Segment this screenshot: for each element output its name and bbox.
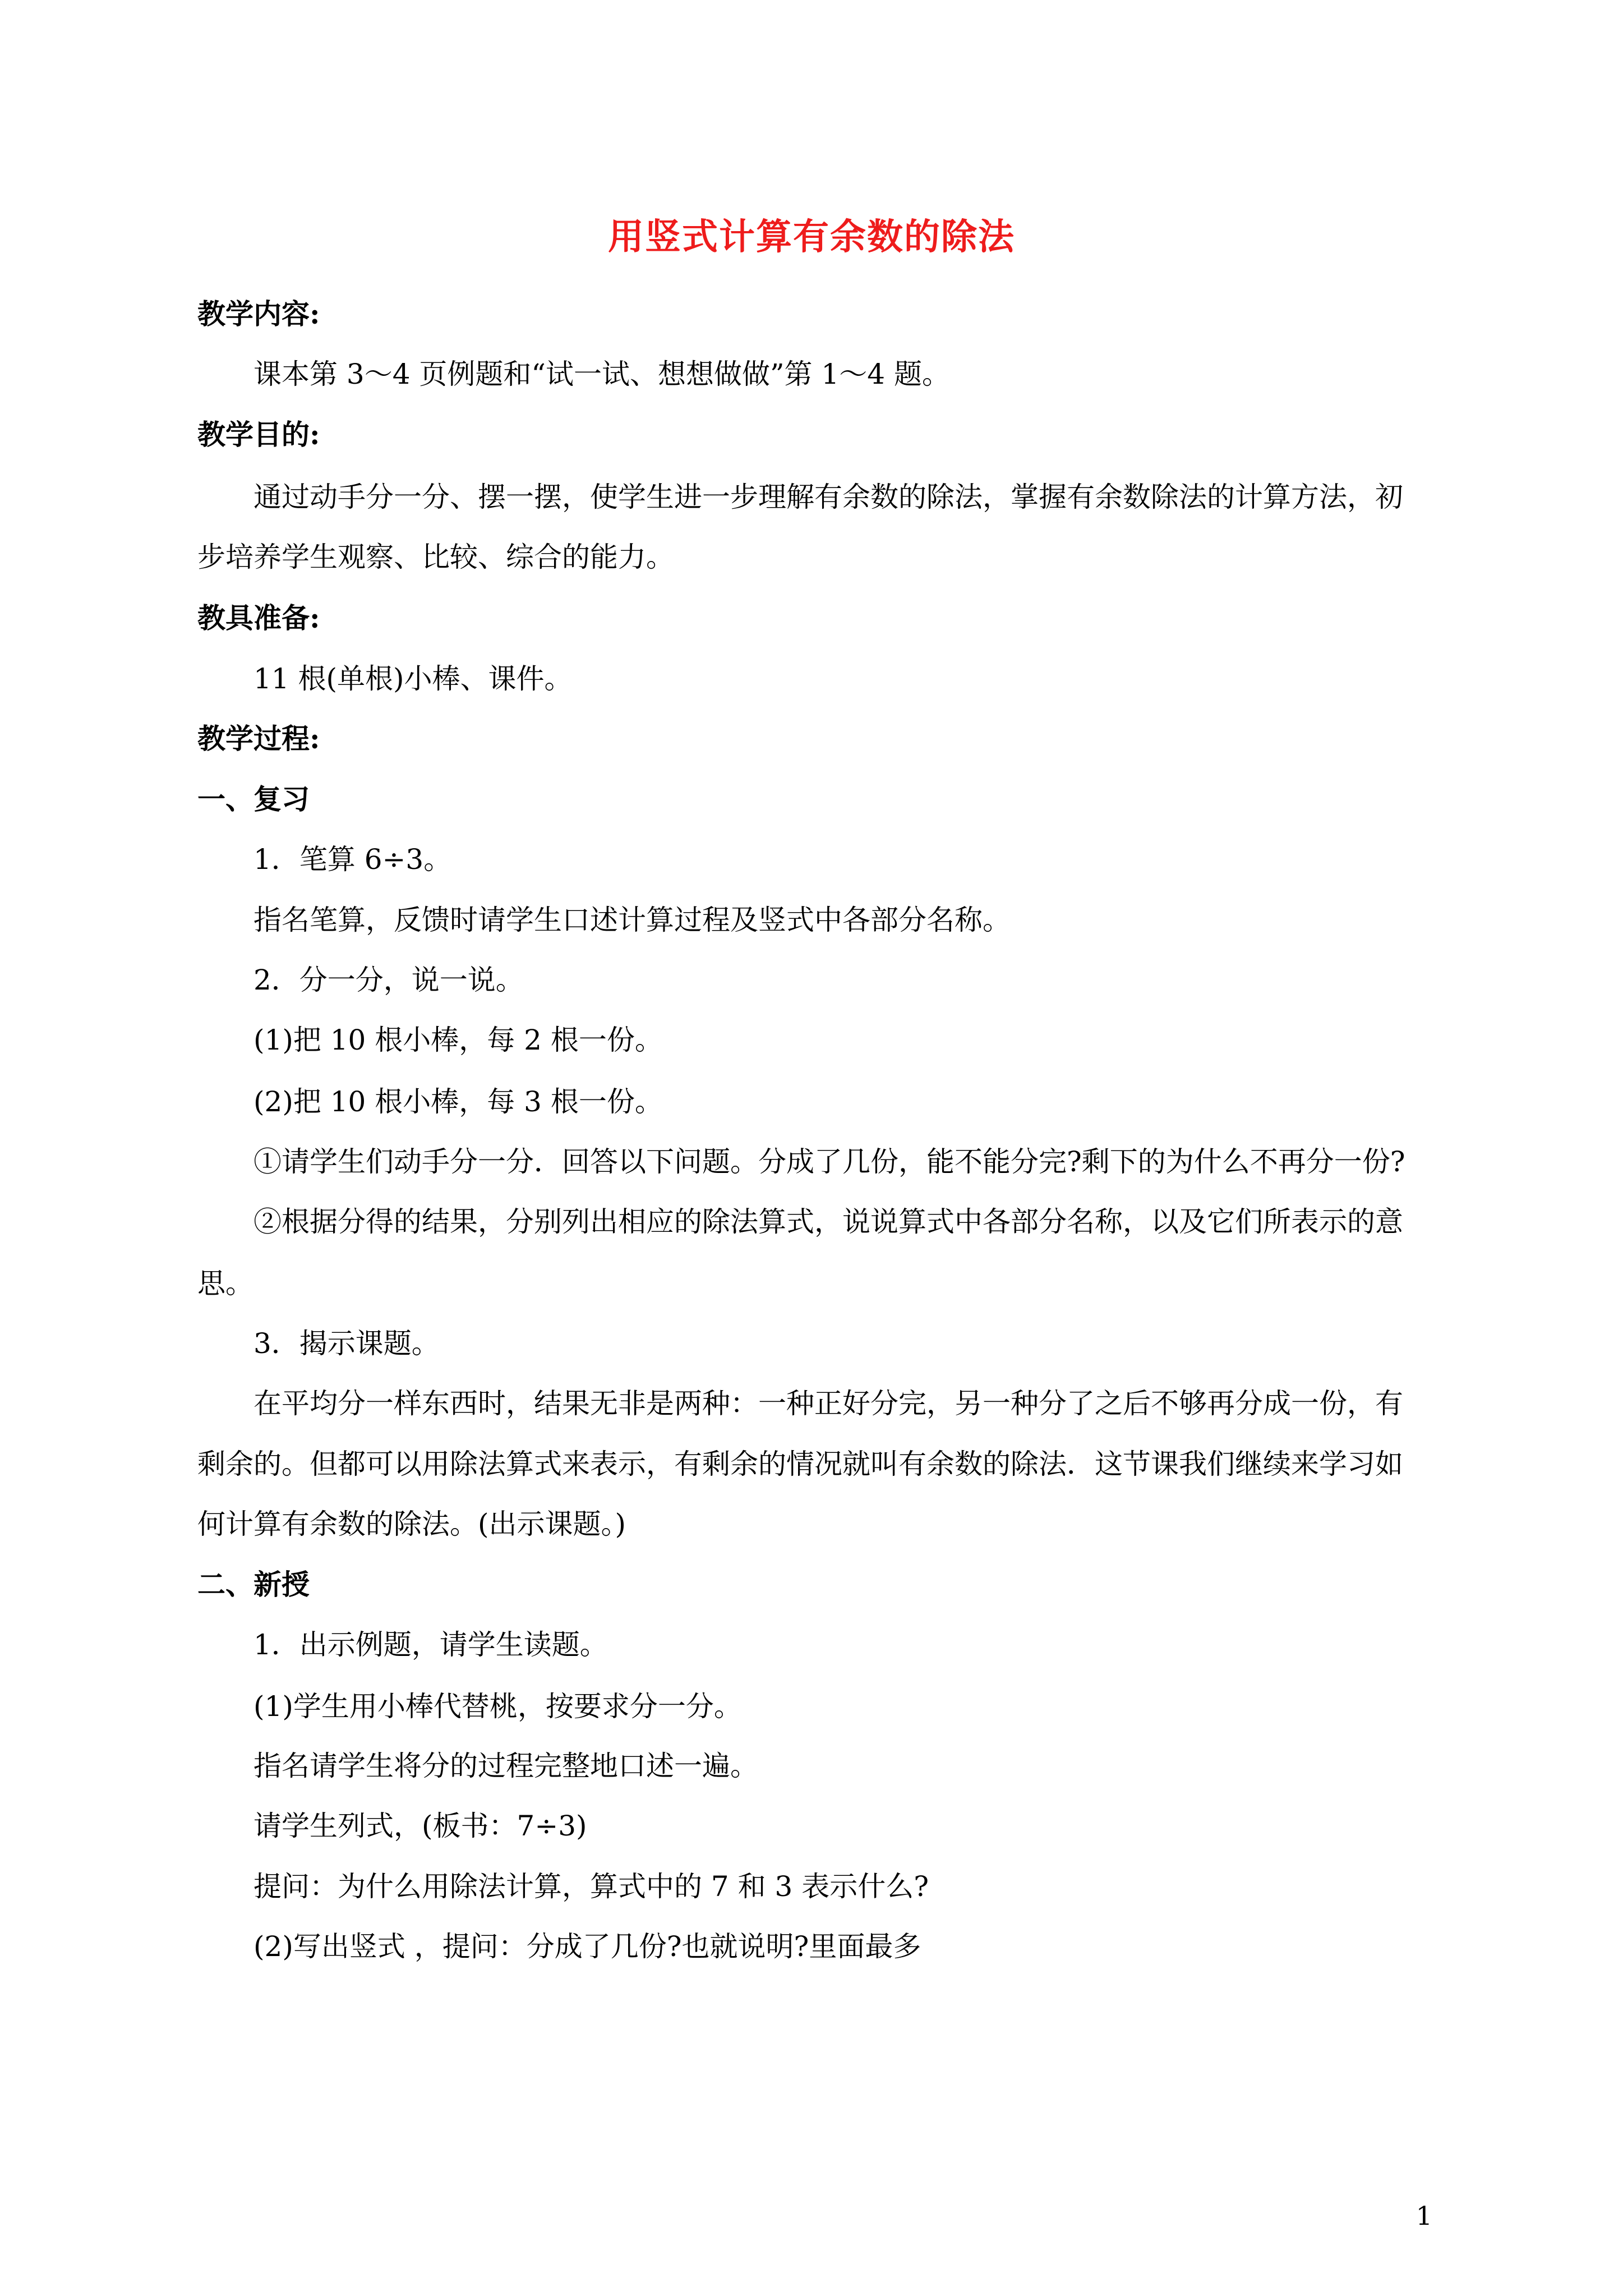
paragraph-line: (2)把 10 根小棒，每 3 根一份。 — [253, 1085, 663, 1118]
paragraph-line: (1)学生用小棒代替桃，按要求分一分。 — [253, 1690, 742, 1723]
paragraph-line: 通过动手分一分、摆一摆，使学生进一步理解有余数的除法，掌握有余数除法的计算方法，初 — [253, 481, 1403, 513]
paragraph-line: ②根据分得的结果，分别列出相应的除法算式，说说算式中各部分名称，以及它们所表示的意 — [253, 1205, 1403, 1238]
section-heading: 教学内容: — [197, 297, 320, 330]
paragraph-line: 思。 — [197, 1267, 253, 1300]
section-heading: 二、新授 — [197, 1568, 310, 1601]
paragraph-line: 请学生列式，(板书：7÷3) — [253, 1810, 587, 1842]
paragraph-line: 1．笔算 6÷3。 — [253, 843, 452, 876]
page-number: 1 — [1415, 2201, 1432, 2231]
section-heading: 教具准备: — [197, 601, 320, 634]
paragraph-line: 剩余的。但都可以用除法算式来表示，有剩余的情况就叫有余数的除法．这节课我们继续来学习如 — [197, 1448, 1403, 1480]
section-heading: 一、复习 — [197, 783, 310, 816]
paragraph-line: (2)写出竖式 ，提问：分成了几份?也就说明?里面最多 — [253, 1930, 921, 1963]
paragraph-line: 指名笔算，反馈时请学生口述计算过程及竖式中各部分名称。 — [253, 904, 1011, 936]
paragraph-line: 提问：为什么用除法计算，算式中的 7 和 3 表示什么? — [253, 1870, 929, 1903]
paragraph-line: 1．出示例题，请学生读题。 — [253, 1628, 608, 1661]
document-title: 用竖式计算有余数的除法 — [608, 216, 1015, 258]
paragraph-line: ①请学生们动手分一分．回答以下问题。分成了几份，能不能分完?剩下的为什么不再分一份? — [253, 1145, 1405, 1178]
paragraph-line: 步培养学生观察、比较、综合的能力。 — [197, 541, 674, 573]
paragraph-line: 2．分一分，说一说。 — [253, 964, 524, 996]
section-heading: 教学过程: — [197, 722, 320, 755]
paragraph-line: 在平均分一样东西时，结果无非是两种：一种正好分完，另一种分了之后不够再分成一份，有 — [253, 1387, 1403, 1420]
paragraph-line: 何计算有余数的除法。(出示课题。) — [197, 1508, 626, 1540]
paragraph-line: 课本第 3～4 页例题和“试一试、想想做做”第 1～4 题。 — [253, 358, 950, 390]
paragraph-line: 指名请学生将分的过程完整地口述一遍。 — [253, 1750, 758, 1782]
section-heading: 教学目的: — [197, 418, 320, 451]
paragraph-line: 11 根(单根)小棒、课件。 — [253, 662, 573, 695]
paragraph-line: (1)把 10 根小棒，每 2 根一份。 — [253, 1024, 663, 1056]
paragraph-line: 3．揭示课题。 — [253, 1327, 440, 1360]
